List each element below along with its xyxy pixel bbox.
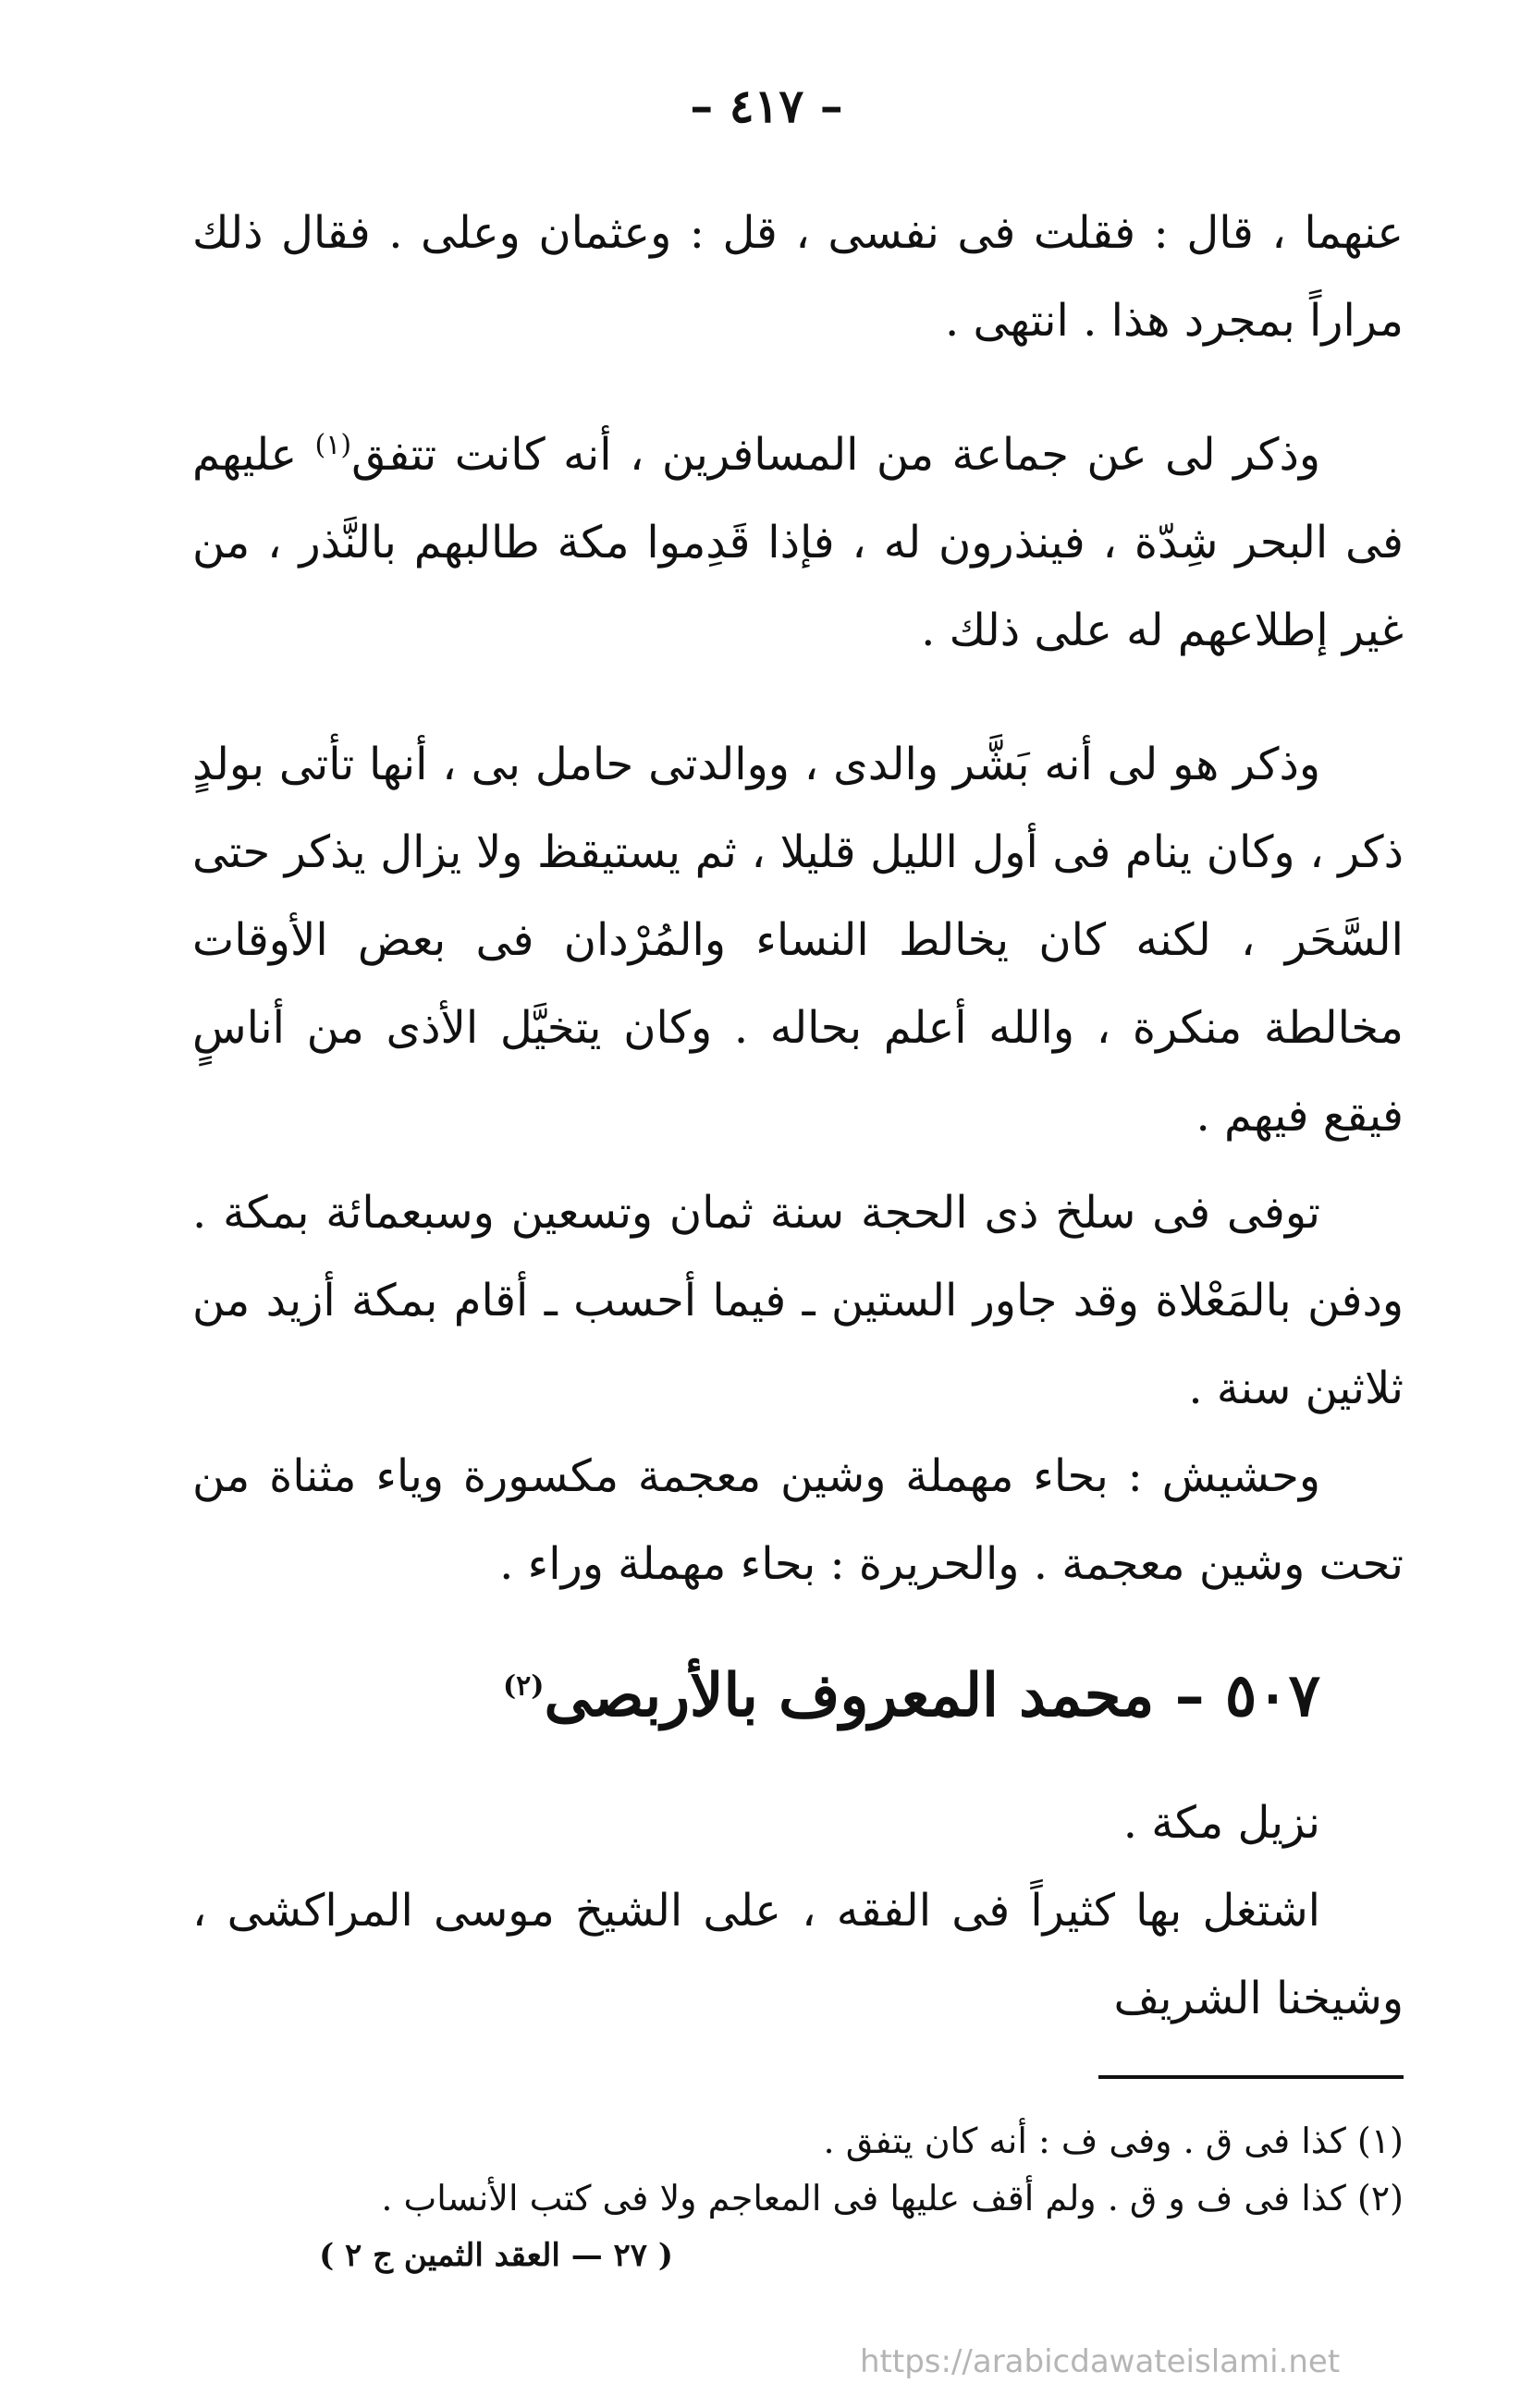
footnote-2 — [192, 2170, 1404, 2227]
footnote-mark: (٢) — [502, 1669, 545, 1703]
entry-name: محمد المعروف بالأربصى — [544, 1661, 1155, 1730]
footnote-text: كذا فى ق . وفى ف : أنه كان يتفق . — [823, 2121, 1346, 2161]
paragraph-text: وذكر هو لى أنه بَشَّر والدى ، ووالدتى حامل بى ، أنها تأتى بولدٍ ذكر ، وكان ينام فى أول الليل قليلا ، ثم يستيقظ ولا يزال يذكر حتى السَّحَر ، لكنه كان يخالط النساء والمُرْدان فى بعض الأوقات مخالطة منكرة ، والله أعلم بحاله . وكان يتخيَّل الأذى من أناسٍ فيقع فيهم . — [192, 739, 1404, 1142]
footnote-mark: (١) — [314, 429, 352, 461]
paragraph-orthography — [192, 1433, 1404, 1608]
paragraph-text: اشتغل بها كثيراً فى الفقه ، على الشيخ موسى المراكشى ، وشيخنا الشريف — [192, 1885, 1404, 2024]
entry-paragraph-studies — [192, 1867, 1404, 2043]
footnote-mark: (١) — [1356, 2121, 1404, 2161]
footnote-text: كذا فى ف و ق . ولم أقف عليها فى المعاجم ولا فى كتب الأنساب . — [381, 2178, 1346, 2219]
entry-number: ٥٠٧ — [1224, 1661, 1320, 1730]
paragraph-text: وحشيش : بحاء مهملة وشين معجمة مكسورة وياء مثناة من تحت وشين معجمة . والحريرة : بحاء مهملة وراء . — [192, 1450, 1404, 1590]
paragraph-text: وذكر لى عن جماعة من المسافرين ، أنه كانت تتفق — [351, 429, 1320, 481]
entry-heading — [192, 1645, 1404, 1747]
paragraph-travelers — [192, 411, 1404, 675]
paragraph-text-after: عليهم فى البحر شِدّة ، فينذرون له ، فإذا قَدِموا مكة طالبهم بالنَّذر ، من غير إطلاعهم له على ذلك . — [192, 429, 1404, 656]
main-text — [192, 189, 1404, 2043]
paragraph-continuation — [192, 189, 1404, 365]
paragraph-text: نزيل مكة . — [1122, 1797, 1320, 1849]
paragraph-text: عنهما ، قال : فقلت فى نفسى ، قل : وعثمان وعلى . فقال ذلك مراراً بمجرد هذا . انتهى . — [192, 207, 1404, 347]
footnote-divider — [1098, 2075, 1404, 2079]
footnotes — [192, 2112, 1404, 2227]
entry-separator: – — [1174, 1661, 1205, 1730]
signature-mark: ( ٢٧ — العقد الثمين ج ٢ ) — [319, 2237, 673, 2274]
page-number: – ٤١٧ – — [690, 79, 843, 133]
entry-paragraph-residence — [192, 1779, 1404, 1867]
paragraph-text: توفى فى سلخ ذى الحجة سنة ثمان وتسعين وسبعمائة بمكة . ودفن بالمَعْلاة وقد جاور الستين ـ فيما أحسب ـ أقام بمكة أزيد من ثلاثين سنة . — [192, 1187, 1404, 1414]
footnote-1 — [192, 2112, 1404, 2170]
paragraph-character — [192, 721, 1404, 1160]
watermark-url: https://arabicdawateislami.net — [860, 2343, 1341, 2380]
footnote-mark: (٢) — [1356, 2178, 1404, 2219]
paragraph-death — [192, 1169, 1404, 1433]
